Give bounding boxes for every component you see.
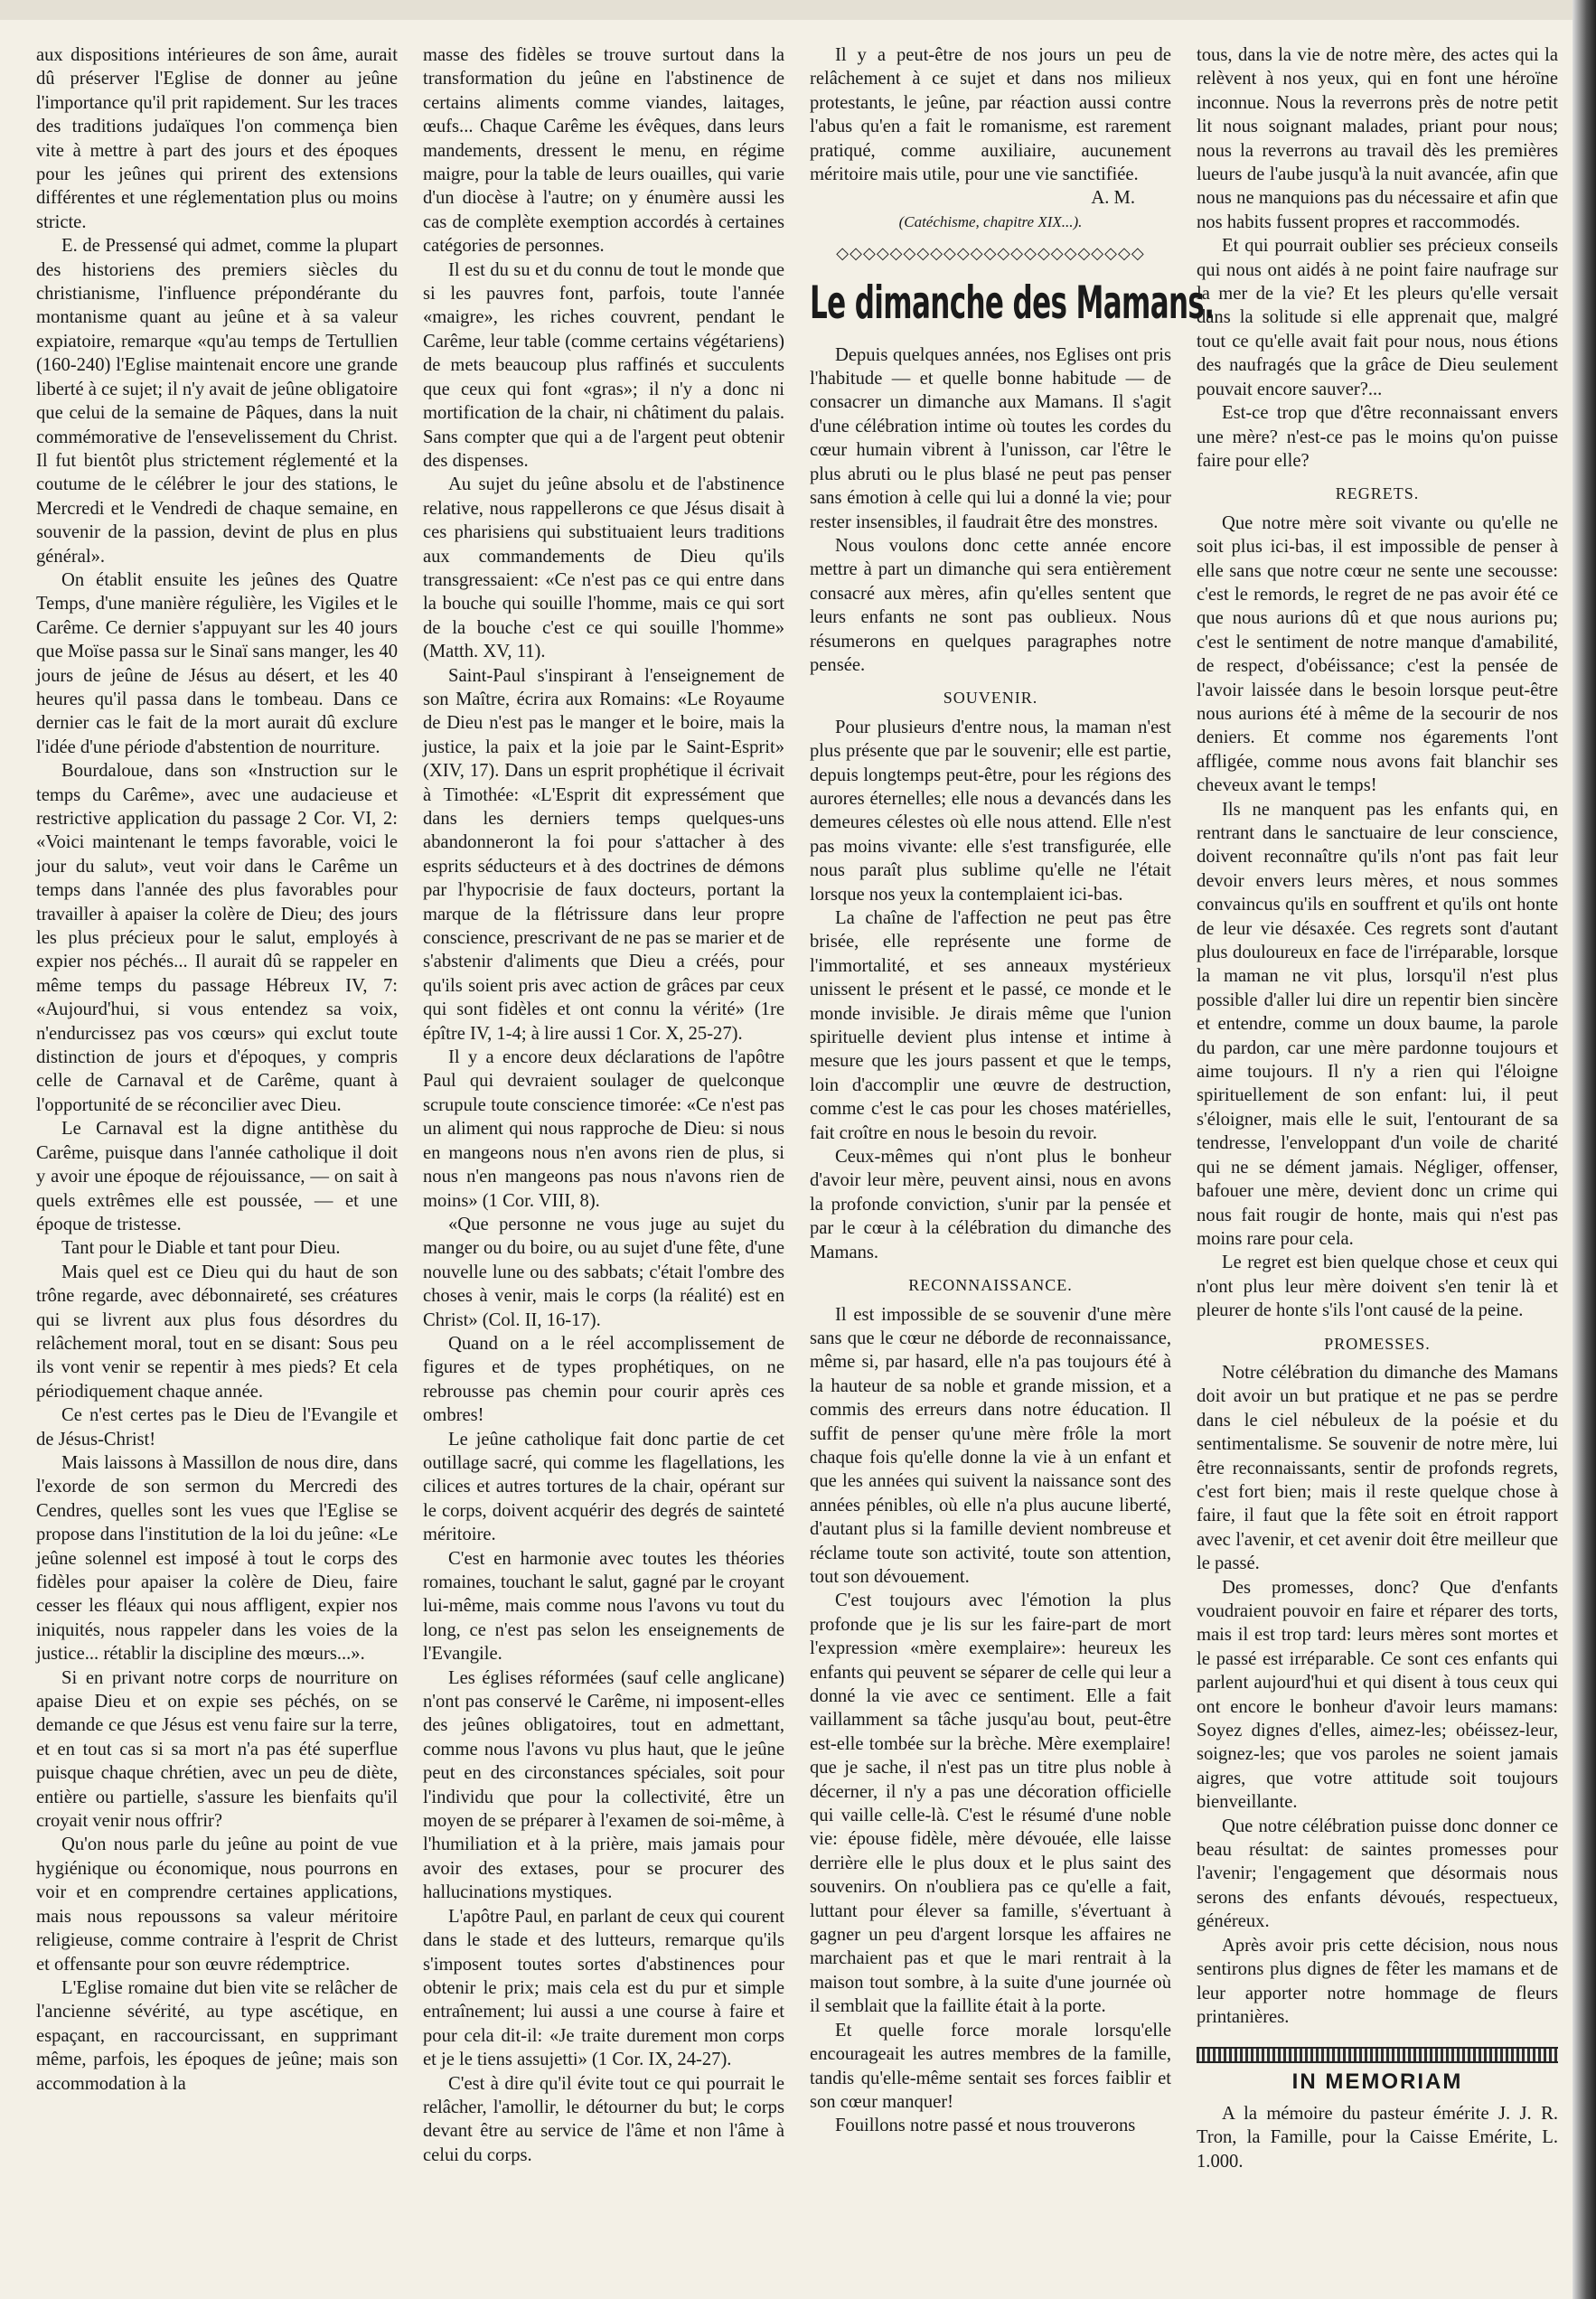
paragraph: C'est à dire qu'il évite tout ce qui pourrait le relâcher, l'amollir, le détourner du but; le corps devant être au service de l'âme et non l'âme à celui du corps. [423,2073,784,2165]
column-1 [36,43,398,2276]
paragraph: Des promesses, donc? Que d'enfants voudraient pouvoir en faire et réparer des torts, mais il est trop tard: leurs mères sont mortes et le passé est irréparable. Ce sont ces enfants qui parlent aujourd'hui et qui disent à tous ceux qui ont encore le bonheur d'avoir leurs mamans: Soyez dignes d'elles, aimez-les; obéissez-leur, soignez-les; que vos paroles ne soient jamais aigres, que votre attitude soit toujours bienveillante. [1197,1577,1558,1813]
paragraph: La chaîne de l'affection ne peut pas être brisée, elle représente une forme de l'immortalité, et ses anneaux mystérieux unissent le présent et le passé, ce monde et le monde invisible. Je dirais même que l'union spirituelle devient plus intense et intime à mesure que les jours passent et que le temps, loin d'accomplir une œuvre de destruction, comme c'est le cas pour les choses matérielles, fait croître en nous le besoin du revoir. [810,908,1171,1143]
page-top-edge [0,0,1596,20]
paragraph: tous, dans la vie de notre mère, des actes qui la relèvent à nos yeux, qui en font une héroïne inconnue. Nous la reverrons près de notre petit lit nous soignant malades, priant pour nous; nous la reverrons au travail dès les premières lueurs de l'aube jusqu'à la nuit avancée, afin que nous ne manquions pas du nécessaire et afin que nos habits fussent propres et raccommodés. [1197,45,1558,232]
section-heading-promesses: PROMESSES. [1324,1334,1431,1353]
paragraph: L'apôtre Paul, en parlant de ceux qui courent dans le stade et des lutteurs, remarque qu'ils s'imposent toutes sortes d'abstinences pour obtenir le prix; mais cela est du pur et simple entraînement; lui aussi a une course à faire et pour cela dit-il: «Je traite durement mon corps et je le tiens assujetti» (1 Cor. IX, 24-27). [423,1906,784,2070]
paragraph: L'Eglise romaine dut bien vite se relâcher de l'ancienne sévérité, au type ascétique, en espaçant, en raccourcissant, en supprimant même, parfois, les époques de jeûne; mais son accommodation à la [36,1977,398,2094]
paragraph: Depuis quelques années, nos Eglises ont pris l'habitude — et quelle bonne habitude — de consacrer un dimanche aux Mamans. Il s'agit d'une célébration intime où toutes les cordes du cœur humain vibrent à l'unisson, car l'être le plus abruti ou le plus blasé ne peut pas penser sans émotion à celle qui lui a donné la vie; pour rester insensibles, il faudrait être des monstres. [810,344,1171,532]
paragraph: Le regret est bien quelque chose et ceux qui n'ont plus leur mère doivent s'en tenir là et pleurer de honte s'ils l'ont causé de la peine. [1197,1253,1558,1321]
column-3 [810,43,1215,2276]
paragraph: Saint-Paul s'inspirant à l'enseignement de son Maître, écrira aux Romains: «Le Royaume de Dieu n'est pas le manger et le boire, mais la justice, la paix et la joie par le Saint-Esprit» (XIV, 17). Dans un esprit prophétique il écrivait à Timothée: «L'Esprit dit expressément que dans les derniers temps quelques-uns abandonneront la foi pour s'attacher à des esprits séducteurs et à des doctrines de démons par l'hypocrisie de faux docteurs, portant la marque de la flétrissure dans leur propre conscience, prescrivant de ne pas se marier et de s'abstenir d'aliments que Dieu a créés, pour qu'ils soient pris avec action de grâces par ceux qui sont fidèles et ont connu la vérité» (1re épître IV, 1-4; à lire aussi 1 Cor. X, 25-27). [423,665,784,1044]
paragraph: Pour plusieurs d'entre nous, la maman n'est plus présente que par le souvenir; elle est partie, depuis longtemps peut-être, pour les régions des aurores éternelles; elle nous a devancés dans les demeures célestes où elle nous attend. Elle n'est pas moins vivante: elle s'est transfigurée, elle nous paraît plus sublime qu'elle ne l'était lorsque nos yeux la contemplaient ici-bas. [810,717,1171,905]
paragraph: Le Carnaval est la digne antithèse du Carême, puisque dans l'année catholique il doit y avoir une époque de réjouissance, — on sait à quels extrêmes elle est poussée, — et une époque de tristesse. [36,1119,398,1234]
paragraph: Est-ce trop que d'être reconnaissant envers une mère? n'est-ce pas le moins qu'on puisse faire pour elle? [1197,403,1558,471]
paragraph: Mais quel est ce Dieu qui du haut de son trône regarde, avec débonnaireté, ses créatures qui se livrent aux plus fous désordres du relâchement moral, tout en se disant: Sous peu ils vont venir se repentir à mes pieds? Et cela périodiquement chaque année. [36,1262,398,1402]
paragraph: aux dispositions intérieures de son âme, aurait dû préserver l'Eglise de donner au jeûne l'importance qu'il prit rapidement. Sur les traces des traditions judaïques l'on commença bien vite à mettre à part des jours et des époques pour les jeûnes qui prirent des extensions différentes et une réglementation plus ou moins stricte. [36,45,398,232]
memoriam-heading: IN MEMORIAM [1291,2069,1463,2095]
paragraph: Bourdaloue, dans son «Instruction sur le temps du Carême», avec une audacieuse et restrictive application du passage 2 Cor. VI, 2: «Voici maintenant le temps favorable, voici le jour du salut», veut voir dans le Carême un temps dans l'année des plus favorables pour travailler à apaiser la colère de Dieu; des jours les plus précieux pour le salut, employés à expier nos péchés... Il aurait dû se rappeler en même temps du passage Hébreux IV, 7: «Aujourd'hui, si vous entendez sa voix, n'endurcissez pas vos cœurs» qui exclut toute distinction de jours et d'époques, y compris celle de Carnaval et de Carême, quant à l'opportunité de se réconcilier avec Dieu. [36,761,398,1115]
author-signature: A. M. [1091,188,1135,209]
memoriam-notice: A la mémoire du pasteur émérite J. J. R. Tron, la Famille, pour la Caisse Emérite, L. 1.000. [1197,2103,1558,2172]
memoriam-divider [1197,2047,1558,2063]
paragraph: Et qui pourrait oublier ses précieux conseils qui nous ont aidés à ne point faire naufrage sur la mer de la vie? Et les pleurs qu'elle versait dans la solitude si elle apprenait que, malgré tout ce qu'elle avait fait pour nous, nous étions des naufragés que la grâce de Dieu seulement pouvait encore sauver?... [1197,236,1558,399]
page-binding-edge [1573,0,1596,2299]
paragraph: Nous voulons donc cette année encore mettre à part un dimanche qui sera entièrement consacré aux mères, afin qu'elles sentent que leurs enfants ne sont pas oublieux. Nous résumerons en quelques paragraphes notre pensée. [810,535,1171,675]
paragraph: C'est toujours avec l'émotion la plus profonde que je lis sur les faire-part de mort l'expression «mère exemplaire»: heureux les enfants qui peuvent se séparer de celle qui leur a donné la vie avec ce sentiment. Elle a fait vaillamment sa tâche jusqu'au bout, peut-être est-elle tombée sur la brèche. Mère exemplaire! que je sache, il n'est pas un titre plus noble à décerner, il n'y a pas une décoration officielle qui vaille celle-là. C'est le résumé d'une noble vie: épouse fidèle, mère dévouée, elle laisse derrière elle le plus doux et le plus saint des souvenirs. On n'oubliera pas ce qu'elle a fait, luttant pour élever sa famille, s'évertuant à gagner un peu d'argent lorsque les affaires ne marchaient pas et que le mari rentrait à la maison tout sombre, à la suite d'une journée où il semblait que la faillite était à la porte. [810,1591,1171,2017]
source-citation: (Catéchisme, chapitre XIX...). [898,212,1083,230]
paragraph: Ce n'est certes pas le Dieu de l'Evangile et de Jésus-Christ! [36,1405,398,1450]
section-heading-reconnaissance: RECONNAISSANCE. [908,1276,1073,1295]
paragraph: Et quelle force morale lorsqu'elle encourageait les autres membres de la famille, tandis qu'elle-même sentait ses forces faiblir et son cœur manquer! [810,2020,1171,2112]
paragraph: masse des fidèles se trouve surtout dans la transformation du jeûne en l'abstinence de certains aliments comme viandes, laitages, œufs... Chaque Carême les évêques, dans leurs mandements, dressent le menu, en régime maigre, pour la table de leurs ouailles, qui varie d'un diocèse à l'autre; on y énumère aussi les cas de complète exemption accordés à certaines catégories de personnes. [423,45,784,257]
paragraph: Fouillons notre passé et nous trouverons [835,2116,1136,2136]
column-4 [1197,43,1558,2276]
paragraph: Il est du su et du connu de tout le monde que si les pauvres font, parfois, toute l'année «maigre», les riches couvrent, pendant le Carême, leur table (comme certains végétariens) de mets beaucoup plus raffinés et succulents que ceux qui font «gras»; il n'y a donc ni mortification de la chair, ni châtiment du palais. Sans compter que qui a de l'argent peut obtenir des dispenses. [423,259,784,471]
paragraph: Ils ne manquent pas les enfants qui, en rentrant dans le sanctuaire de leur conscience, doivent reconnaître qu'ils n'ont pas fait leur devoir envers leurs mères, et nous sommes convaincus qu'ils en souffrent et qu'ils ont honte de leur vie désaxée. Ces regrets sont d'autant plus douloureux en face de l'irréparable, lorsque la maman ne vit plus, lorsqu'il n'est plus possible d'aller lui dire un repentir bien sincère et entendre, comme un doux baume, la parole du pardon, car une mère pardonne toujours et aime toujours. Il n'y a rien qui l'éloigne spirituellement de son enfant: lui, il peut s'éloigner, mais elle le suit, l'entourant de sa tendresse, l'enveloppant d'un voile de charité qui ne se dément jamais. Négliger, offenser, bafouer une mère, devient donc un crime qui nous fait rougir de honte, mais qui n'est pas moins rare pour cela. [1197,799,1558,1249]
article-headline: Le dimanche des Mamans. [810,276,1215,329]
paragraph: Tant pour le Diable et tant pour Dieu. [61,1238,341,1259]
section-heading-souvenir: SOUVENIR. [943,689,1038,708]
paragraph: Si en privant notre corps de nourriture on apaise Dieu et on expie ses péchés, on se demande ce que Jésus est venu faire sur la terre, et en tout cas si sa mort n'a pas été superflue puisque chaque chrétien, avec un peu de diète, entière ou partielle, s'assure les bienfaits qu'il croyait venir nous offrir? [36,1667,398,1832]
paragraph: Au sujet du jeûne absolu et de l'abstinence relative, nous rappellerons ce que Jésus disait à ces pharisiens qui substituaient leurs traditions aux commandements de Dieu qu'ils transgressaient: «Ce n'est pas ce qui entre dans la bouche qui souille l'homme, mais ce qui sort de la bouche c'est ce qui souille l'homme» (Matth. XV, 11). [423,474,784,662]
newspaper-page [36,43,1560,2276]
paragraph: Il y a encore deux déclarations de l'apôtre Paul qui devraient soulager de quelconque scrupule toute conscience timorée: «Ce n'est pas un aliment qui nous rapproche de Dieu: si nous en mangeons nous n'en avons rien de plus, si nous n'en mangeons pas nous n'avons rien de moins» (1 Cor. VIII, 8). [423,1047,784,1211]
paragraph: Que notre mère soit vivante ou qu'elle ne soit plus ici-bas, il est impossible de penser à elle sans que notre cœur ne sente une secousse: c'est le remords, le regret de ne pas avoir été ce que nous aurions dû et que nous aurions pu; c'est le sentiment de notre manque d'amabilité, de respect, d'obéissance; c'est la pensée de l'avoir laissée dans le besoin lorsque peut-être nous aurions été à même de la secourir de nos deniers. Et comme nos égarements l'ont affligée, comme nous avons fait blanchir ses cheveux avant le temps! [1197,512,1558,796]
paragraph: Qu'on nous parle du jeûne au point de vue hygiénique ou économique, nous pourrons en voir et en comprendre certaines applications, mais nous repoussons sa valeur méritoire religieuse, comme contraire à l'esprit de Christ et offensante pour son œuvre rédemptrice. [36,1835,398,1975]
paragraph: «Que personne ne vous juge au sujet du manger ou du boire, ou au sujet d'une fête, d'une nouvelle lune ou des sabbats; c'était l'ombre des choses à venir, mais le corps (la réalité) est en Christ» (Col. II, 16-17). [423,1214,784,1330]
section-heading-regrets: REGRETS. [1335,484,1420,503]
paragraph: Il est impossible de se souvenir d'une mère sans que le cœur ne déborde de reconnaissance, même si, par hasard, elle n'a pas toujours été à la hauteur de sa noble et grande mission, et a commis des erreurs dans notre éducation. Il suffit de penser qu'une mère frôle la mort chaque fois qu'elle donne la vie à un enfant et que les années qui suivent la naissance sont des années pénibles, où elle n'a plus aucune liberté, d'autant plus si la famille devient nombreuse et réclame toute son activité, toute son attention, tout son dévouement. [810,1304,1171,1587]
paragraph: Le jeûne catholique fait donc partie de cet outillage sacré, qui comme les flagellations, les cilices et autres tortures de la chair, opérant sur le corps, doivent acquérir des degrés de sainteté méritoire. [423,1429,784,1545]
ornament-divider: ◇◇◇◇◇◇◇◇◇◇◇◇◇◇◇◇◇◇◇◇◇◇◇ [836,244,1145,263]
paragraph: Les églises réformées (sauf celle anglicane) n'ont pas conservé le Carême, ni imposent-elles des jeûnes obligatoires, tout en admettant, comme nous l'avons vu plus haut, que le jeûne peut en des circonstances spéciales, soit pour l'individu que pour la collectivité, être un moyen de se préparer à l'examen de soi-même, à l'humiliation et à la prière, mais jamais pour avoir des extases, pour se procurer des hallucinations mystiques. [423,1667,784,1903]
paragraph: E. de Pressensé qui admet, comme la plupart des historiens des premiers siècles du christianisme, l'influence prépondérante du montanisme quant au jeûne et à sa valeur expiatoire, remarque «qu'au temps de Tertullien (160-240) l'Eglise maintenait encore une grande liberté à ce sujet; il n'y avait de jeûne obligatoire que celui de la semaine de Pâques, dans la nuit commémorative de l'ensevelissement du Christ. Il fut bientôt plus strictement réglementé et la coutume de le célébrer le jour des stations, le Mercredi et le Vendredi de chaque semaine, en souvenir de la passion, devint de plus en plus général». [36,236,398,567]
paragraph: Il y a peut-être de nos jours un peu de relâchement à ce sujet et dans nos milieux protestants, le jeûne, par réaction aussi contre l'abus qu'en a fait le romanisme, est rarement pratiqué, comme auxiliaire, aucunement méritoire mais utile, pour une vie sanctifiée. [810,45,1171,185]
paragraph: Quand on a le réel accomplissement de figures et de types prophétiques, on ne rebrousse pas chemin pour courir après ces ombres! [423,1333,784,1426]
column-2 [423,43,784,2276]
paragraph: C'est en harmonie avec toutes les théories romaines, touchant le salut, gagné par le croyant lui-même, mais comme nous l'avons vu tout du long, ce n'est pas selon les enseignements de l'Evangile. [423,1548,784,1665]
paragraph: Notre célébration du dimanche des Mamans doit avoir un but pratique et ne pas se perdre dans le ciel nébuleux de la poésie et du sentimentalisme. Se souvenir de notre mère, lui être reconnaissants, sentir de profonds regrets, c'est fort bien; mais il reste quelque chose à faire, il faut que la fête soit en étroit rapport avec l'avenir, et cet avenir doit être meilleur que le passé. [1197,1362,1558,1574]
paragraph: Ceux-mêmes qui n'ont plus le bonheur d'avoir leur mère, peuvent ainsi, nous en avons la profonde conviction, s'unir par la pensée et par le cœur à la célébration du dimanche des Mamans. [810,1147,1171,1262]
paragraph: Mais laissons à Massillon de nous dire, dans l'exorde de son sermon du Mercredi des Cendres, quelles sont les vues que l'Eglise se propose dans l'institution de la loi du jeûne: «Le jeûne solennel est imposé à tout le corps des fidèles pour apaiser la colère de Dieu, faire cesser les fléaux qui nous affligent, expier nos iniquités, nous rappeler dans les voies de la justice... rétablir la discipline des mœurs...». [36,1452,398,1665]
paragraph: On établit ensuite les jeûnes des Quatre Temps, d'une manière régulière, les Vigiles et le Carême. Ce dernier s'appuyant sur les 40 jours que Moïse passa sur le Sinaï sans manger, les 40 jours de jeûne de Jésus au désert, et les 40 heures qu'il passa dans le tombeau. Dans ce dernier cas le fait de la mort aurait dû exclure l'idée d'une période d'abstention de nourriture. [36,569,398,757]
paragraph: Après avoir pris cette décision, nous nous sentirons plus dignes de fêter les mamans et de leur apporter notre hommage de fleurs printanières. [1197,1935,1558,2027]
paragraph: Que notre célébration puisse donc donner ce beau résultat: de saintes promesses pour l'avenir; l'engagement que désormais nous serons des enfants dévoués, respectueux, généreux. [1197,1816,1558,1932]
